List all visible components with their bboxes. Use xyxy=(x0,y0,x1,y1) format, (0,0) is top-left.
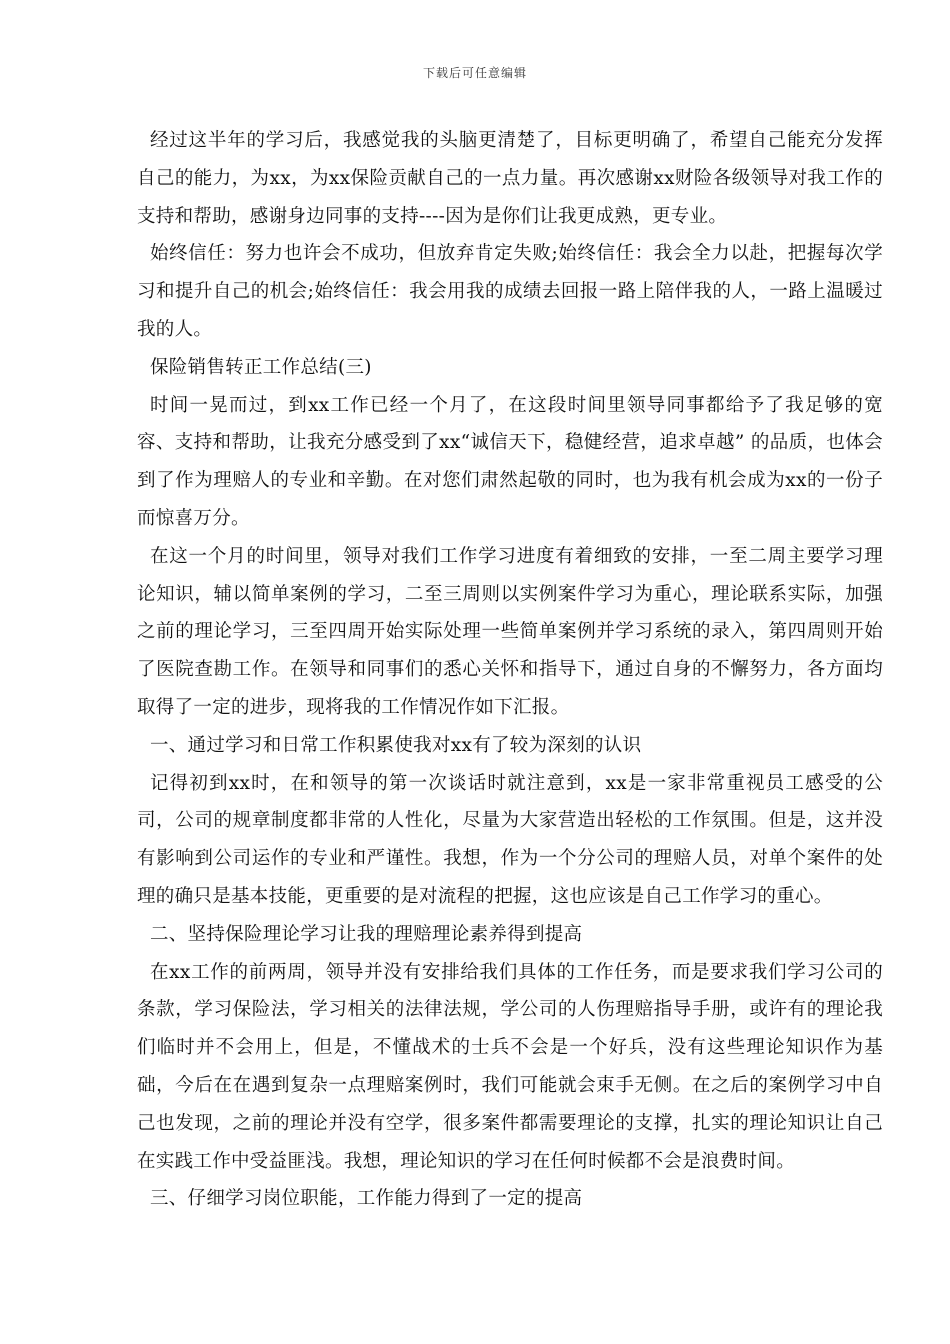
paragraph-theory: 在xx工作的前两周，领导并没有安排给我们具体的工作任务，而是要求我们学习公司的条款，学习保险法，学习相关的法律法规，学公司的人伤理赔指导手册，或许有的理论我们临时并不会用上，但是，不懂战术的士兵不会是一个好兵，没有这些理论知识作为基础，今后在在遇到复杂一点理赔案例时，我们可能就会束手无侧。在之后的案例学习中自己也发现，之前的理论并没有空学，很多案件都需要理论的支撑，扎实的理论知识让自己在实践工作中受益匪浅。我想，理论知识的学习在任何时候都不会是浪费时间。 xyxy=(137,961,883,1172)
heading-three: 三、仔细学习岗位职能，工作能力得到了一定的提高 xyxy=(149,1188,583,1210)
heading-one: 一、通过学习和日常工作积累使我对xx有了较为深刻的认识 xyxy=(149,734,642,756)
page-header: 下载后可任意编辑 xyxy=(422,66,527,80)
section-title: 保险销售转正工作总结(三) xyxy=(149,356,372,378)
document-body xyxy=(137,122,883,1218)
paragraph-intro: 时间一晃而过，到xx工作已经一个月了，在这段时间里领导同事都给予了我足够的宽容、支持和帮助，让我充分感受到了xx“诚信天下，稳健经营，追求卓越” 的品质，也体会到了作为理赔人的专业和辛勤。在对您们肃然起敬的同时，也为我有机会成为xx的一份子而惊喜万分。 xyxy=(137,394,883,529)
paragraph-reflection: 经过这半年的学习后，我感觉我的头脑更清楚了，目标更明确了，希望自己能充分发挥自己的能力，为xx，为xx保险贡献自己的一点力量。再次感谢xx财险各级领导对我工作的支持和帮助，感谢身边同事的支持----因为是你们让我更成熟，更专业。 xyxy=(137,130,883,227)
paragraph-company: 记得初到xx时，在和领导的第一次谈话时就注意到，xx是一家非常重视员工感受的公司，公司的规章制度都非常的人性化，尽量为大家营造出轻松的工作氛围。但是，这并没有影响到公司运作的专业和严谨性。我想，作为一个分公司的理赔人员，对单个案件的处理的确只是基本技能，更重要的是对流程的把握，这也应该是自己工作学习的重心。 xyxy=(137,772,883,907)
paragraph-schedule: 在这一个月的时间里，领导对我们工作学习进度有着细致的安排，一至二周主要学习理论知识，辅以简单案例的学习，二至三周则以实例案件学习为重心，理论联系实际，加强之前的理论学习，三至四周开始实际处理一些简单案例并学习系统的录入，第四周则开始了医院查勘工作。在领导和同事们的悉心关怀和指导下，通过自身的不懈努力，各方面均取得了一定的进步，现将我的工作情况作如下汇报。 xyxy=(137,545,883,718)
paragraph-trust: 始终信任：努力也许会不成功，但放弃肯定失败;始终信任：我会全力以赴，把握每次学习和提升自己的机会;始终信任：我会用我的成绩去回报一路上陪伴我的人，一路上温暖过我的人。 xyxy=(137,243,883,340)
heading-two: 二、坚持保险理论学习让我的理赔理论素养得到提高 xyxy=(149,923,583,945)
